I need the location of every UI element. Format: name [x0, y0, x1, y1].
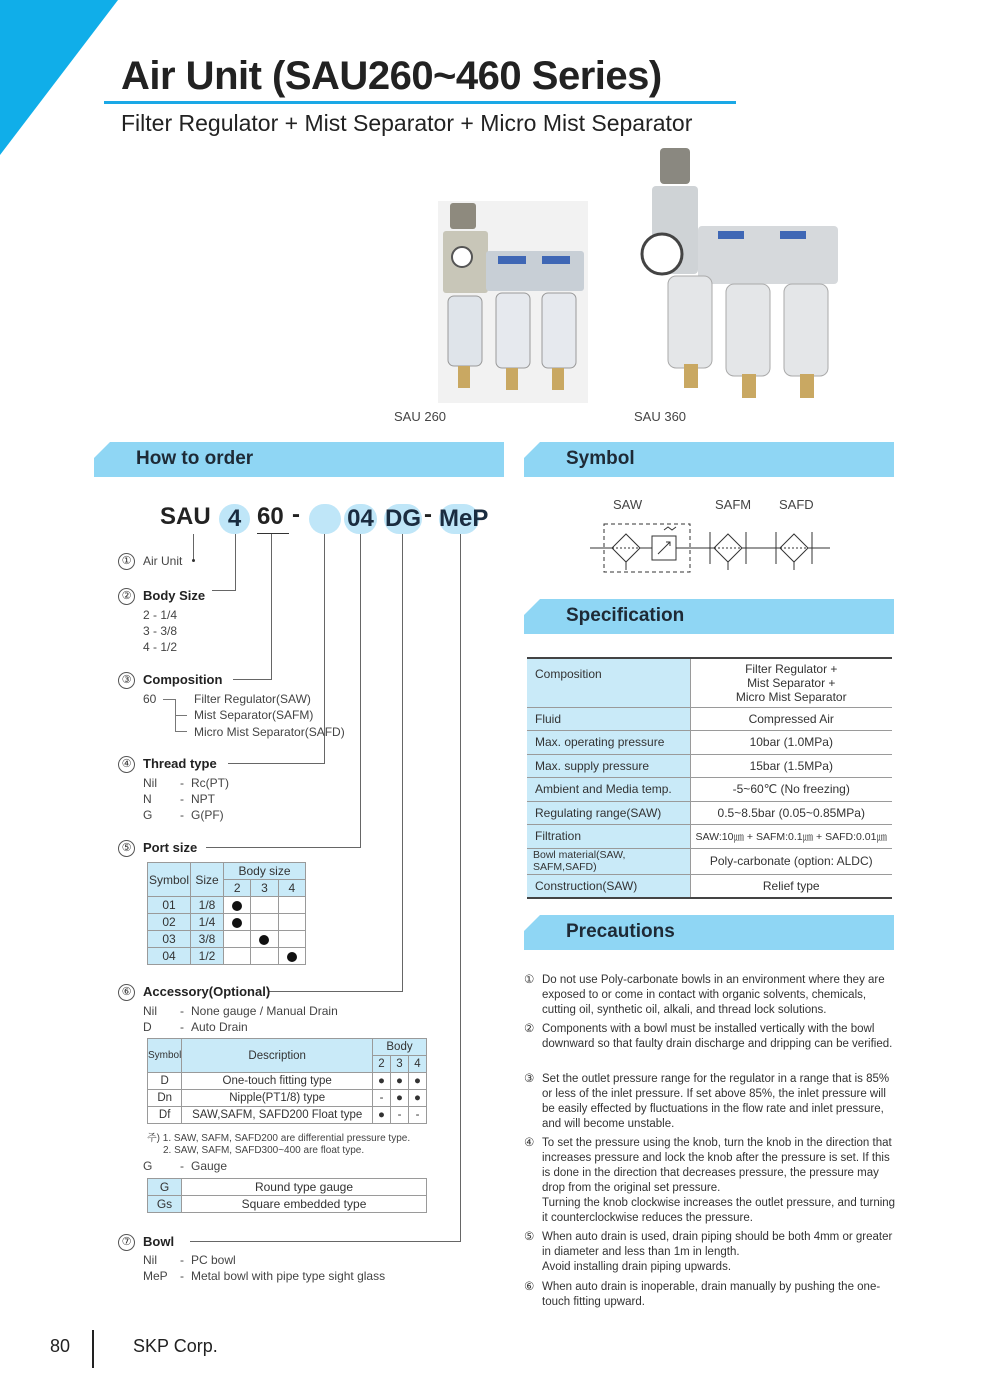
accessory-desc: None gauge / Manual Drain: [191, 1004, 338, 1018]
port-header-symbol: Symbol: [148, 863, 191, 897]
item-number-2: ②: [118, 588, 135, 605]
item-title-thread-type: Thread type: [143, 756, 217, 771]
port-symbol: 03: [148, 931, 191, 948]
table-row: [148, 1090, 427, 1107]
item-number-6: ⑥: [118, 984, 135, 1001]
spec-value: Filter Regulator + Mist Separator + Micro Mist Separator: [690, 658, 892, 707]
leader-body-size-h: [212, 590, 236, 591]
table-row: [527, 731, 892, 755]
order-code-thread: [309, 504, 341, 534]
order-code-dash-2: -: [424, 501, 432, 528]
accessory-desc: Auto Drain: [191, 1020, 248, 1034]
symbol-label-safm: SAFM: [715, 497, 752, 512]
port-size: 1/8: [191, 897, 224, 914]
bowl-code: Nil: [143, 1253, 157, 1267]
spec-label: Ambient and Media temp.: [527, 778, 690, 802]
acc-symbol: D: [148, 1073, 182, 1090]
spec-label: Fluid: [527, 707, 690, 731]
item-title-bowl: Bowl: [143, 1234, 175, 1249]
spec-label: Regulating range(SAW): [527, 801, 690, 825]
acc-mark: ●: [409, 1090, 427, 1107]
port-size-table: [147, 862, 306, 965]
leader-accessory: [402, 534, 403, 992]
acc-mark: -: [391, 1107, 409, 1124]
table-row: [148, 948, 306, 965]
table-row: [527, 658, 892, 707]
order-code-port: 04: [344, 504, 377, 534]
port-size: 1/2: [191, 948, 224, 965]
bowl-sep: -: [180, 1269, 184, 1283]
precaution-item: [524, 1022, 899, 1070]
table-row: [148, 1073, 427, 1090]
accessory-table: [147, 1038, 427, 1124]
port-mark: [278, 948, 305, 965]
thread-sep: -: [180, 776, 184, 790]
leader-body-size: [235, 534, 236, 591]
item-title-port-size: Port size: [143, 840, 198, 855]
page-subtitle: Filter Regulator + Mist Separator + Micro Mist Separator: [121, 110, 693, 136]
symbol-label-safd: SAFD: [779, 497, 814, 512]
gauge-code: G: [143, 1159, 153, 1173]
composition-line: Filter Regulator(SAW): [194, 692, 311, 706]
table-row: [148, 931, 306, 948]
port-mark: [224, 897, 251, 914]
precaution-text: To set the pressure using the knob, turn the knob in the direction that increases pressure and lock the knob after the pressure is set. If this is done in the direction that decreases pressure, the pressure may drop from the original set pressure. Turning the knob clockwise increases the outlet pressure, and turning it counterclockwise reduces the pressure.: [542, 1137, 896, 1224]
acc-header-description: Description: [182, 1039, 373, 1073]
table-row: [527, 848, 892, 874]
item-number-3: ③: [118, 672, 135, 689]
bowl-code: MeP: [143, 1269, 168, 1283]
leader-bowl-h: [190, 1241, 461, 1242]
port-size: 1/4: [191, 914, 224, 931]
bowl-desc: PC bowl: [191, 1253, 236, 1267]
table-row: [527, 874, 892, 898]
leader-air-unit: [193, 534, 194, 560]
item-number-5: ⑤: [118, 840, 135, 857]
spec-value: Compressed Air: [690, 707, 892, 731]
spec-value: -5~60℃ (No freezing): [690, 778, 892, 802]
company-name: SKP Corp.: [133, 1336, 218, 1356]
gauge-symbol: Gs: [148, 1196, 182, 1213]
accessory-note: 2. SAW, SAFM, SAFD300~400 are float type.: [163, 1145, 365, 1156]
item-title-composition: Composition: [143, 672, 223, 687]
port-body-col: 3: [251, 880, 278, 897]
spec-value: Poly-carbonate (option: ALDC): [690, 848, 892, 874]
precaution-number: ③: [524, 1073, 535, 1085]
item-title-air-unit: Air Unit: [143, 554, 183, 568]
item-number-7: ⑦: [118, 1234, 135, 1251]
bullet-icon: [287, 952, 297, 962]
port-size: 3/8: [191, 931, 224, 948]
tree-branch: [175, 715, 187, 716]
order-code-accessory: DG: [385, 505, 421, 532]
gauge-sep: -: [180, 1159, 184, 1173]
port-mark: [278, 897, 305, 914]
port-mark: [251, 931, 278, 948]
acc-desc: SAW,SAFM, SAFD200 Float type: [182, 1107, 373, 1124]
item-title-accessory: Accessory(Optional): [143, 984, 271, 999]
acc-mark: -: [373, 1090, 391, 1107]
composition-line: Mist Separator(SAFM): [194, 708, 314, 722]
port-symbol: 01: [148, 897, 191, 914]
bowl-sep: -: [180, 1253, 184, 1267]
thread-sep: -: [180, 808, 184, 822]
precaution-item: [524, 1072, 899, 1134]
port-mark: [251, 948, 278, 965]
precaution-text: Do not use Poly-carbonate bowls in an environment where they are exposed to or come in contact with organic solvents, chemicals, cutting oil, synthetic oil, alkali, and thread lock solutions.: [542, 974, 885, 1016]
tree-branch: [163, 699, 175, 700]
precaution-item: [524, 973, 899, 1021]
composition-code: 60: [143, 692, 157, 706]
precaution-item: [524, 1280, 899, 1314]
port-mark: [224, 931, 251, 948]
thread-desc: Rc(PT): [191, 776, 229, 790]
page-number: 80: [50, 1336, 71, 1356]
accessory-code: Nil: [143, 1004, 157, 1018]
acc-body-col: 2: [373, 1056, 391, 1073]
accessory-sep: -: [180, 1020, 184, 1034]
gauge-type: Round type gauge: [182, 1179, 427, 1196]
precaution-text: Set the outlet pressure range for the regulator in a range that is 85% or less of the inlet pressure. If set above 85%, the inlet pressure will be easily effected by fluctuations in the flow rate and inlet pressure, and will become unstable.: [542, 1073, 890, 1130]
leader-dot: [192, 559, 195, 562]
spec-label: Filtration: [527, 825, 690, 849]
precaution-number: ④: [524, 1137, 535, 1149]
leader-accessory-h: [268, 991, 403, 992]
leader-port: [360, 534, 361, 848]
order-code-composition: 60: [257, 503, 284, 530]
leader-composition: [271, 534, 272, 680]
thread-code: G: [143, 808, 153, 822]
section-header-how-to-order: How to order: [94, 442, 504, 477]
spec-value: SAW:10㎛ + SAFM:0.1㎛ + SAFD:0.01㎛: [690, 825, 892, 849]
item-number-4: ④: [118, 756, 135, 773]
port-mark: [224, 914, 251, 931]
acc-mark: ●: [373, 1073, 391, 1090]
spec-value: 15bar (1.5MPa): [690, 754, 892, 778]
bullet-icon: [232, 901, 242, 911]
precaution-text: When auto drain is inoperable, drain manually by pushing the one-touch fitting upward.: [542, 1281, 881, 1308]
specification-table: [527, 657, 892, 899]
section-header-precautions: Precautions: [524, 915, 894, 950]
section-header-specification: Specification: [524, 599, 894, 634]
acc-mark: -: [409, 1107, 427, 1124]
acc-mark: ●: [373, 1107, 391, 1124]
precaution-number: ①: [524, 974, 535, 986]
port-mark: [278, 914, 305, 931]
port-header-size: Size: [191, 863, 224, 897]
acc-header-body: Body: [373, 1039, 427, 1056]
thread-code: Nil: [143, 776, 157, 790]
precaution-number: ⑤: [524, 1231, 535, 1243]
port-symbol: 04: [148, 948, 191, 965]
body-size-line: 2 - 1/4: [143, 608, 178, 622]
acc-desc: Nipple(PT1/8) type: [182, 1090, 373, 1107]
composition-line: Micro Mist Separator(SAFD): [194, 725, 345, 739]
accessory-sep: -: [180, 1004, 184, 1018]
acc-mark: ●: [391, 1073, 409, 1090]
composition-underline: [257, 533, 289, 534]
table-row: [527, 778, 892, 802]
section-header-symbol: Symbol: [524, 442, 894, 477]
precaution-item: [524, 1136, 899, 1228]
order-code-dash-1: -: [292, 501, 300, 528]
title-underline: [104, 101, 736, 104]
table-row: [527, 801, 892, 825]
table-row: [148, 1196, 427, 1213]
acc-symbol: Df: [148, 1107, 182, 1124]
port-mark: [278, 931, 305, 948]
table-row: [148, 1179, 427, 1196]
product-photo-sau360: [638, 146, 844, 401]
body-size-line: 4 - 1/2: [143, 640, 178, 654]
table-row: [148, 914, 306, 931]
port-body-col: 4: [278, 880, 305, 897]
acc-body-col: 3: [391, 1056, 409, 1073]
item-number-1: ①: [118, 553, 135, 570]
port-mark: [251, 914, 278, 931]
order-code-body-size: 4: [219, 504, 250, 534]
spec-value: 0.5~8.5bar (0.05~0.85MPa): [690, 801, 892, 825]
port-mark: [224, 948, 251, 965]
precaution-item: [524, 1230, 899, 1278]
leader-composition-h: [233, 679, 272, 680]
precaution-number: ⑥: [524, 1281, 535, 1293]
thread-sep: -: [180, 792, 184, 806]
photo-caption-sau360: SAU 360: [634, 409, 687, 424]
spec-label: Bowl material(SAW, SAFM,SAFD): [527, 848, 690, 874]
body-size-line: 3 - 3/8: [143, 624, 178, 638]
table-row: [148, 897, 306, 914]
gauge-table: [147, 1178, 427, 1213]
spec-value: Relief type: [690, 874, 892, 898]
symbol-label-saw: SAW: [613, 497, 643, 512]
footer-divider: [92, 1330, 94, 1368]
pneumatic-symbol-diagram: [590, 518, 830, 578]
leader-bowl: [460, 534, 461, 1242]
item-title-body-size: Body Size: [143, 588, 206, 603]
port-body-col: 2: [224, 880, 251, 897]
bowl-desc: Metal bowl with pipe type sight glass: [191, 1269, 386, 1283]
gauge-type: Square embedded type: [182, 1196, 427, 1213]
gauge-symbol: G: [148, 1179, 182, 1196]
acc-mark: ●: [391, 1090, 409, 1107]
product-photo-sau260: [438, 201, 588, 403]
accessory-code: D: [143, 1020, 152, 1034]
thread-desc: G(PF): [191, 808, 224, 822]
port-mark: [251, 897, 278, 914]
thread-desc: NPT: [191, 792, 215, 806]
table-row: [148, 1107, 427, 1124]
tree-branch: [175, 731, 187, 732]
gauge-desc: Gauge: [191, 1159, 228, 1173]
table-row: [527, 754, 892, 778]
acc-mark: ●: [409, 1073, 427, 1090]
acc-desc: One-touch fitting type: [182, 1073, 373, 1090]
leader-thread-h: [228, 763, 325, 764]
page-title: Air Unit (SAU260~460 Series): [121, 54, 662, 98]
precaution-number: ②: [524, 1023, 535, 1035]
spec-label: Composition: [527, 658, 690, 707]
corner-accent: [0, 0, 118, 155]
port-symbol: 02: [148, 914, 191, 931]
accessory-note: 주) 1. SAW, SAFM, SAFD200 are differential pressure type.: [147, 1133, 411, 1144]
acc-header-symbol: Symbol: [148, 1039, 182, 1073]
precaution-text: When auto drain is used, drain piping should be both 4mm or greater in diameter and less than 1m in length. Avoid installing drain piping upwards.: [542, 1231, 893, 1273]
spec-label: Construction(SAW): [527, 874, 690, 898]
precaution-text: Components with a bowl must be installed vertically with the bowl downward so that faulty drain discharge and dripping can be verified.: [542, 1023, 893, 1050]
order-code-prefix: SAU: [160, 503, 211, 530]
leader-port-h: [206, 847, 361, 848]
port-header-body: Body size: [224, 863, 306, 880]
bullet-icon: [259, 935, 269, 945]
spec-label: Max. operating pressure: [527, 731, 690, 755]
photo-caption-sau260: SAU 260: [394, 409, 447, 424]
thread-code: N: [143, 792, 152, 806]
spec-value: 10bar (1.0MPa): [690, 731, 892, 755]
table-row: [527, 707, 892, 731]
order-code-bowl: MeP: [439, 505, 489, 532]
bullet-icon: [232, 918, 242, 928]
table-row: [527, 825, 892, 849]
spec-label: Max. supply pressure: [527, 754, 690, 778]
acc-symbol: Dn: [148, 1090, 182, 1107]
acc-body-col: 4: [409, 1056, 427, 1073]
